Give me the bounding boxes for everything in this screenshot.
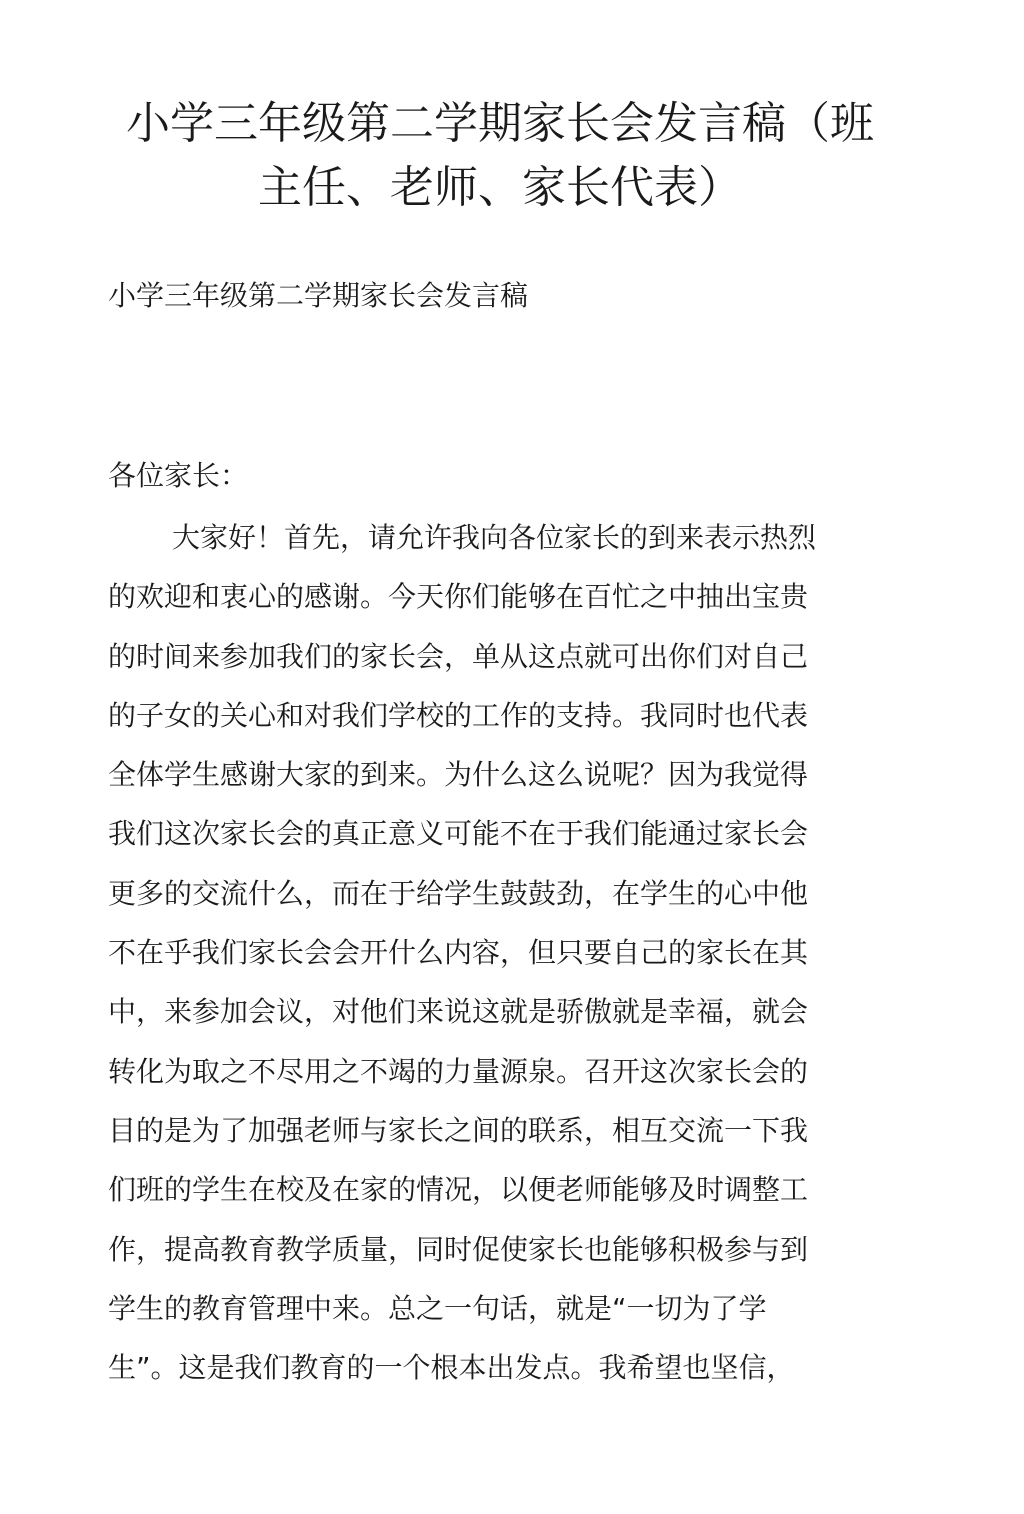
body-line: 学生的教育管理中来。总之一句话，就是“一切为了学 — [108, 1291, 767, 1325]
body-line: 的时间来参加我们的家长会，单从这点就可出你们对自己 — [108, 639, 809, 673]
body-line: 不在乎我们家长会会开什么内容，但只要自己的家长在其 — [108, 936, 809, 970]
body-line: 们班的学生在校及在家的情况，以便老师能够及时调整工 — [108, 1173, 809, 1207]
document-subtitle: 小学三年级第二学期家长会发言稿 — [108, 279, 529, 312]
greeting: 各位家长： — [108, 459, 249, 492]
body-line: 大家好！首先，请允许我向各位家长的到来表示热烈 — [172, 521, 817, 554]
body-line: 转化为取之不尽用之不竭的力量源泉。召开这次家长会的 — [108, 1054, 809, 1088]
body-line: 中，来参加会议，对他们来说这就是骄傲就是幸福，就会 — [108, 995, 809, 1029]
title-line-1: 小学三年级第二学期家长会发言稿（班 — [126, 98, 874, 149]
title-line-2: 主任、老师、家长代表） — [258, 162, 742, 213]
document-title — [100, 92, 900, 220]
body-line: 更多的交流什么，而在于给学生鼓鼓劲，在学生的心中他 — [108, 876, 809, 910]
body-line: 的子女的关心和对我们学校的工作的支持。我同时也代表 — [108, 698, 809, 732]
body-line: 的欢迎和衷心的感谢。今天你们能够在百忙之中抽出宝贵 — [108, 580, 809, 614]
body-line: 目的是为了加强老师与家长之间的联系，相互交流一下我 — [108, 1113, 809, 1147]
body-text — [108, 516, 868, 1405]
body-line: 我们这次家长会的真正意义可能不在于我们能通过家长会 — [108, 817, 809, 851]
body-line: 生”。这是我们教育的一个根本出发点。我希望也坚信， — [108, 1351, 795, 1385]
body-line: 全体学生感谢大家的到来。为什么这么说呢？因为我觉得 — [108, 758, 809, 792]
body-line: 作，提高教育教学质量，同时促使家长也能够积极参与到 — [108, 1232, 809, 1266]
